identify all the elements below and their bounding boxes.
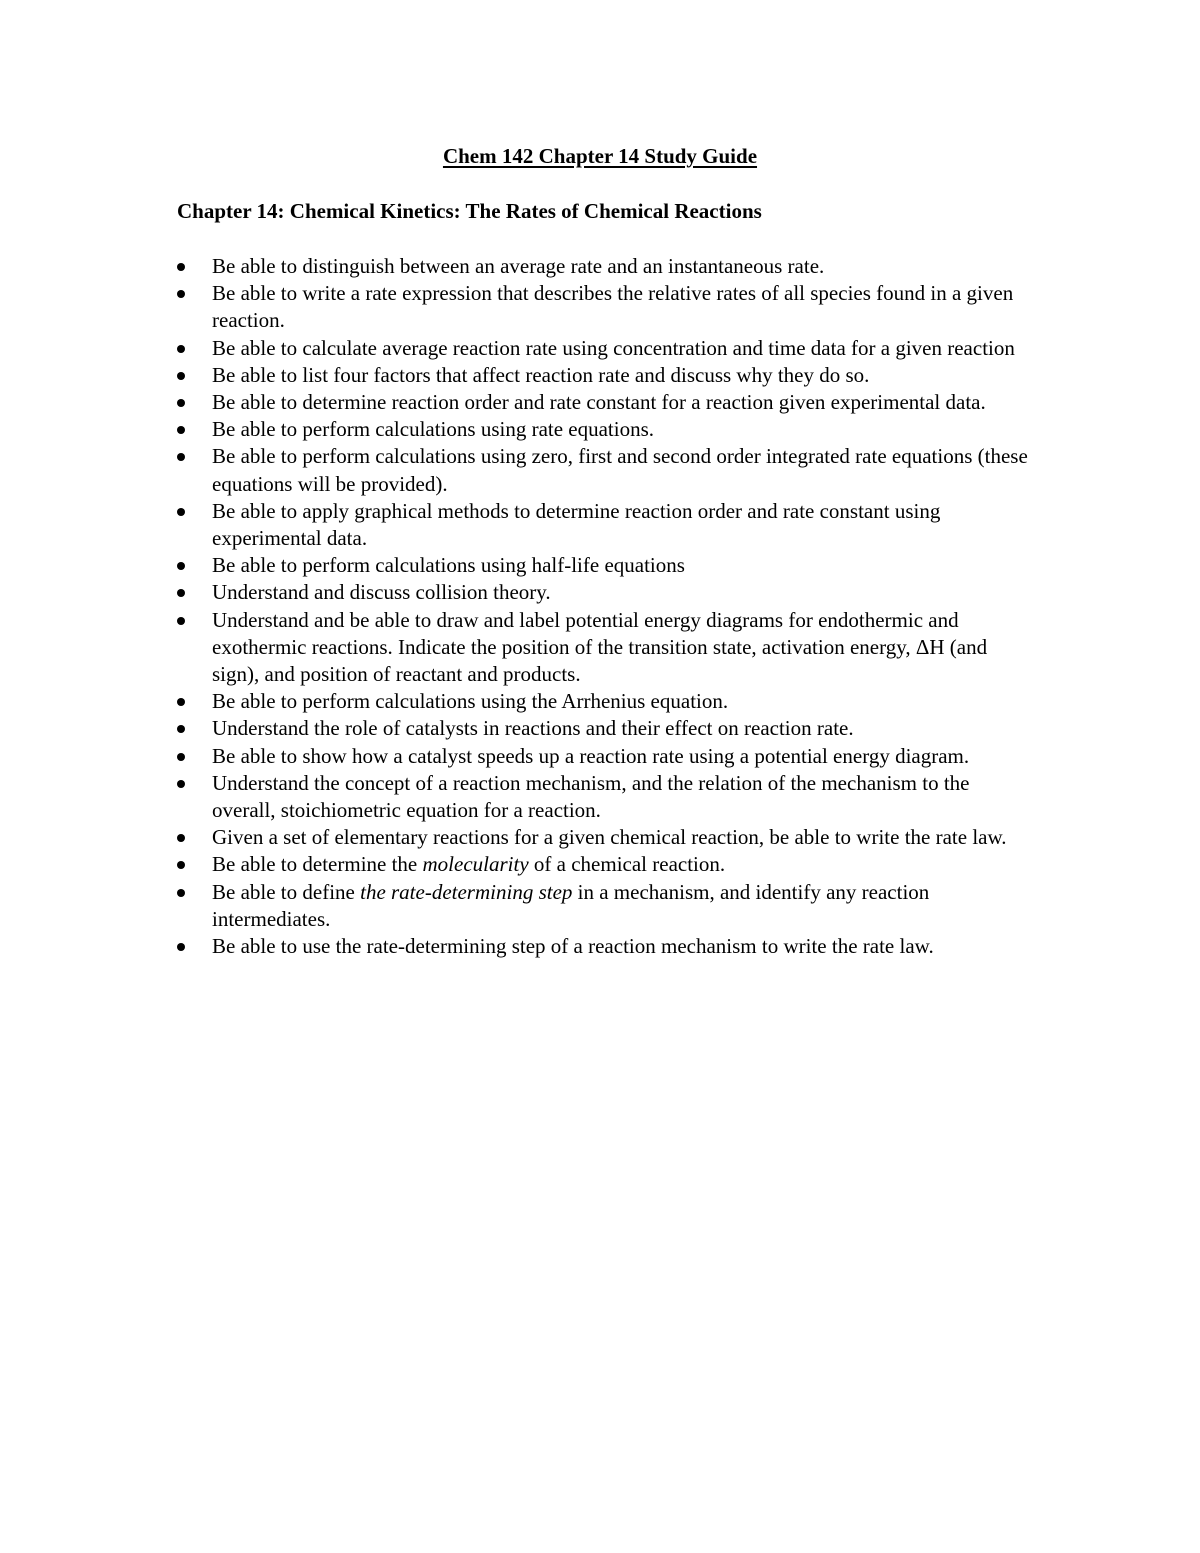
objective-text-start: Be able to determine the: [212, 852, 423, 877]
list-item: [177, 498, 1037, 552]
list-item: [177, 851, 1037, 878]
list-item: [177, 389, 1037, 416]
molecularity-term: molecularity: [422, 852, 529, 877]
objective-text: Be able to show how a catalyst speeds up a reaction rate using a potential energy diagram.: [212, 743, 970, 768]
objectives-list: [177, 253, 1037, 960]
objective-text: Be able to perform calculations using the Arrhenius equation.: [212, 689, 729, 714]
bullet-icon: [177, 362, 212, 389]
bullet-icon: [177, 688, 212, 715]
bullet-icon: [177, 498, 212, 525]
objective-text: Understand the role of catalysts in reactions and their effect on reaction rate.: [212, 716, 854, 741]
objective-text: Be able to apply graphical methods to determine reaction order and rate constant using experimental data.: [212, 498, 941, 551]
list-item: [177, 362, 1037, 389]
list-item: [177, 743, 1037, 770]
list-item: [177, 552, 1037, 579]
list-item: [177, 879, 1037, 933]
list-item: [177, 443, 1037, 497]
bullet-icon: [177, 824, 212, 851]
list-item: [177, 416, 1037, 443]
bullet-icon: [177, 443, 212, 470]
bullet-icon: [177, 715, 212, 742]
list-item: [177, 688, 1037, 715]
objective-text: Be able to perform calculations using half-life equations: [212, 553, 685, 578]
list-item: [177, 280, 1037, 334]
objective-text-end: of a chemical reaction.: [528, 852, 726, 877]
bullet-icon: [177, 851, 212, 878]
objective-text: Be able to calculate average reaction rate using concentration and time data for a given reaction: [212, 335, 1015, 360]
bullet-icon: [177, 389, 212, 416]
bullet-icon: [177, 607, 212, 634]
objective-text: Be able to perform calculations using zero, first and second order integrated rate equations (these equations will be provided).: [212, 444, 1028, 496]
chapter-heading: Chapter 14: Chemical Kinetics: The Rates of Chemical Reactions: [177, 199, 762, 223]
objective-text: Understand and discuss collision theory.: [212, 580, 551, 605]
objective-text: [212, 879, 1037, 933]
objective-text: Be able to distinguish between an average rate and an instantaneous rate.: [212, 254, 825, 278]
rate-determining-step-term: the rate-determining step: [360, 879, 573, 904]
bullet-icon: [177, 579, 212, 606]
objective-text: Be able to list four factors that affect reaction rate and discuss why they do so.: [212, 362, 870, 387]
objective-text-start: Be able to define: [212, 879, 361, 904]
bullet-icon: [177, 280, 212, 307]
list-item: [177, 770, 1037, 824]
objective-text: Be able to use the rate-determining step of a reaction mechanism to write the rate law.: [212, 934, 934, 959]
list-item: [177, 824, 1037, 851]
objective-text: Given a set of elementary reactions for a given chemical reaction, be able to write the rate law.: [212, 825, 1007, 850]
bullet-icon: [177, 879, 212, 906]
objective-text: Understand and be able to draw and label potential energy diagrams for endothermic and exothermic reactions. Indicate the position of the transition state, activation energy, ΔH (and sign), and position of reactant and products.: [212, 607, 988, 687]
bullet-icon: [177, 552, 212, 579]
list-item: [177, 335, 1037, 362]
bullet-icon: [177, 416, 212, 443]
objective-text: Understand the concept of a reaction mechanism, and the relation of the mechanism to the overall, stoichiometric equation for a reaction.: [212, 770, 970, 823]
objective-text: Be able to write a rate expression that describes the relative rates of all species found in a given reaction.: [212, 281, 1014, 333]
bullet-icon: [177, 335, 212, 362]
bullet-icon: [177, 743, 212, 770]
bullet-icon: [177, 933, 212, 960]
list-item: [177, 579, 1037, 606]
list-item: [177, 933, 1037, 960]
bullet-icon: [177, 253, 212, 280]
list-item: [177, 715, 1037, 742]
list-item: [177, 253, 1037, 280]
objective-text: Be able to perform calculations using rate equations.: [212, 417, 655, 442]
list-item: [177, 607, 1037, 689]
objective-text: Be able to determine reaction order and rate constant for a reaction given experimental data.: [212, 390, 986, 415]
page-title: Chem 142 Chapter 14 Study Guide: [442, 144, 758, 168]
objective-text: [212, 851, 1037, 878]
objective-text-end: in a mechanism, and identify any reaction intermediates.: [212, 879, 930, 931]
bullet-icon: [177, 770, 212, 797]
